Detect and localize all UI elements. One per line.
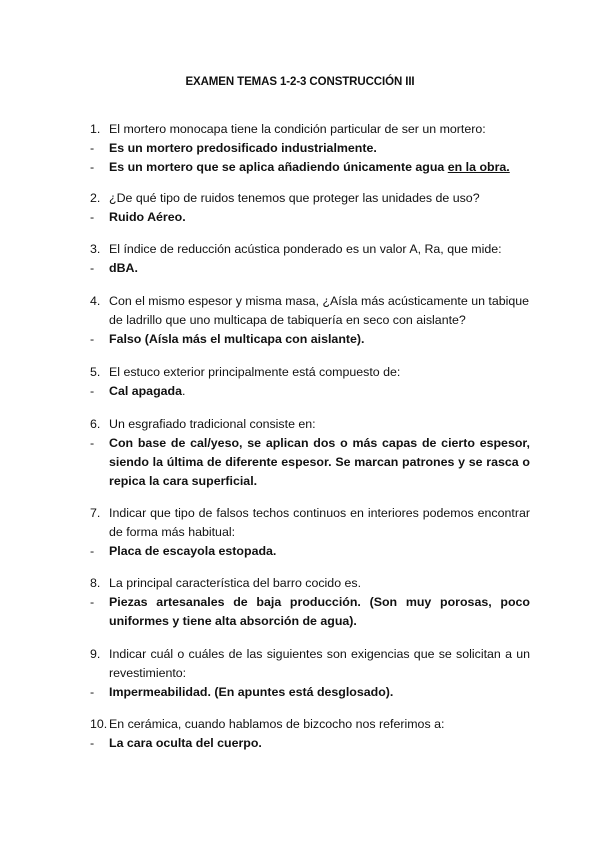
question-1 xyxy=(90,120,530,177)
answer-text: Placa de escayola estopada. xyxy=(109,544,277,558)
question-2 xyxy=(90,189,530,227)
answer-text: dBA. xyxy=(109,261,138,275)
question-text: La principal característica del barro cocido es. xyxy=(109,576,362,590)
answer-dash: - xyxy=(90,141,95,155)
question-4 xyxy=(90,292,530,349)
question-number: 9. xyxy=(90,647,101,661)
question-3 xyxy=(90,240,530,278)
question-number: 1. xyxy=(90,122,101,136)
question-6 xyxy=(90,415,530,491)
question-10 xyxy=(90,715,530,753)
question-text: El estuco exterior principalmente está compuesto de: xyxy=(109,365,401,379)
question-number: 8. xyxy=(90,576,101,590)
question-7 xyxy=(90,504,530,561)
answer-text: Ruido Aéreo. xyxy=(109,210,186,224)
answer-dash: - xyxy=(90,736,95,750)
answer-dash: - xyxy=(90,595,95,609)
question-number: 10. xyxy=(90,717,108,731)
question-number: 4. xyxy=(90,294,101,308)
question-text: El mortero monocapa tiene la condición particular de ser un mortero: xyxy=(109,122,486,136)
answer-dash: - xyxy=(90,261,95,275)
question-number: 2. xyxy=(90,191,101,205)
question-text: Indicar cuál o cuáles de las siguientes son exigencias que se solicitan a un revestimiento: xyxy=(109,647,530,680)
answer-dash: - xyxy=(90,210,95,224)
answer-text: La cara oculta del cuerpo. xyxy=(109,736,262,750)
question-text: ¿De qué tipo de ruidos tenemos que proteger las unidades de uso? xyxy=(109,191,480,205)
answer-text: Con base de cal/yeso, se aplican dos o más capas de cierto espesor, siendo la última de diferente espesor. Se marcan patrones y se rasca o repica la cara superficial. xyxy=(109,436,530,488)
answer-dash: - xyxy=(90,685,95,699)
answer-dash: - xyxy=(90,384,95,398)
exam-title: EXAMEN TEMAS 1-2-3 CONSTRUCCIÓN III xyxy=(185,76,415,88)
question-text: Con el mismo espesor y misma masa, ¿Aísla más acústicamente un tabique de ladrillo que uno multicapa de tabiquería en seco con aislante? xyxy=(109,294,530,327)
question-number: 5. xyxy=(90,365,101,379)
question-text: En cerámica, cuando hablamos de bizcocho nos referimos a: xyxy=(109,717,445,731)
answer-text: Piezas artesanales de baja producción. (Son muy porosas, poco uniformes y tiene alta absorción de agua). xyxy=(109,595,530,628)
answer-dash: - xyxy=(90,160,95,174)
question-8 xyxy=(90,574,530,631)
answer-dash: - xyxy=(90,332,95,346)
answer-text: Es un mortero predosificado industrialmente. xyxy=(109,141,377,155)
answer-dash: - xyxy=(90,544,95,558)
question-5 xyxy=(90,363,530,401)
question-text: Indicar que tipo de falsos techos continuos en interiores podemos encontrar de forma más habitual: xyxy=(109,506,530,539)
answer-text: Impermeabilidad. (En apuntes está desglosado). xyxy=(109,685,394,699)
answer-text: Es un mortero que se aplica añadiendo únicamente agua en la obra. xyxy=(109,160,510,174)
answer-dash: - xyxy=(90,436,95,450)
question-text: Un esgrafiado tradicional consiste en: xyxy=(109,417,316,431)
question-text: El índice de reducción acústica ponderado es un valor A, Ra, que mide: xyxy=(109,242,502,256)
underlined-answer-text: en la obra. xyxy=(447,160,510,174)
answer-text: Cal apagada. xyxy=(109,384,186,398)
question-9 xyxy=(90,645,530,702)
answer-text: Falso (Aísla más el multicapa con aislante). xyxy=(109,332,365,346)
question-number: 6. xyxy=(90,417,101,431)
question-number: 3. xyxy=(90,242,101,256)
question-number: 7. xyxy=(90,506,101,520)
